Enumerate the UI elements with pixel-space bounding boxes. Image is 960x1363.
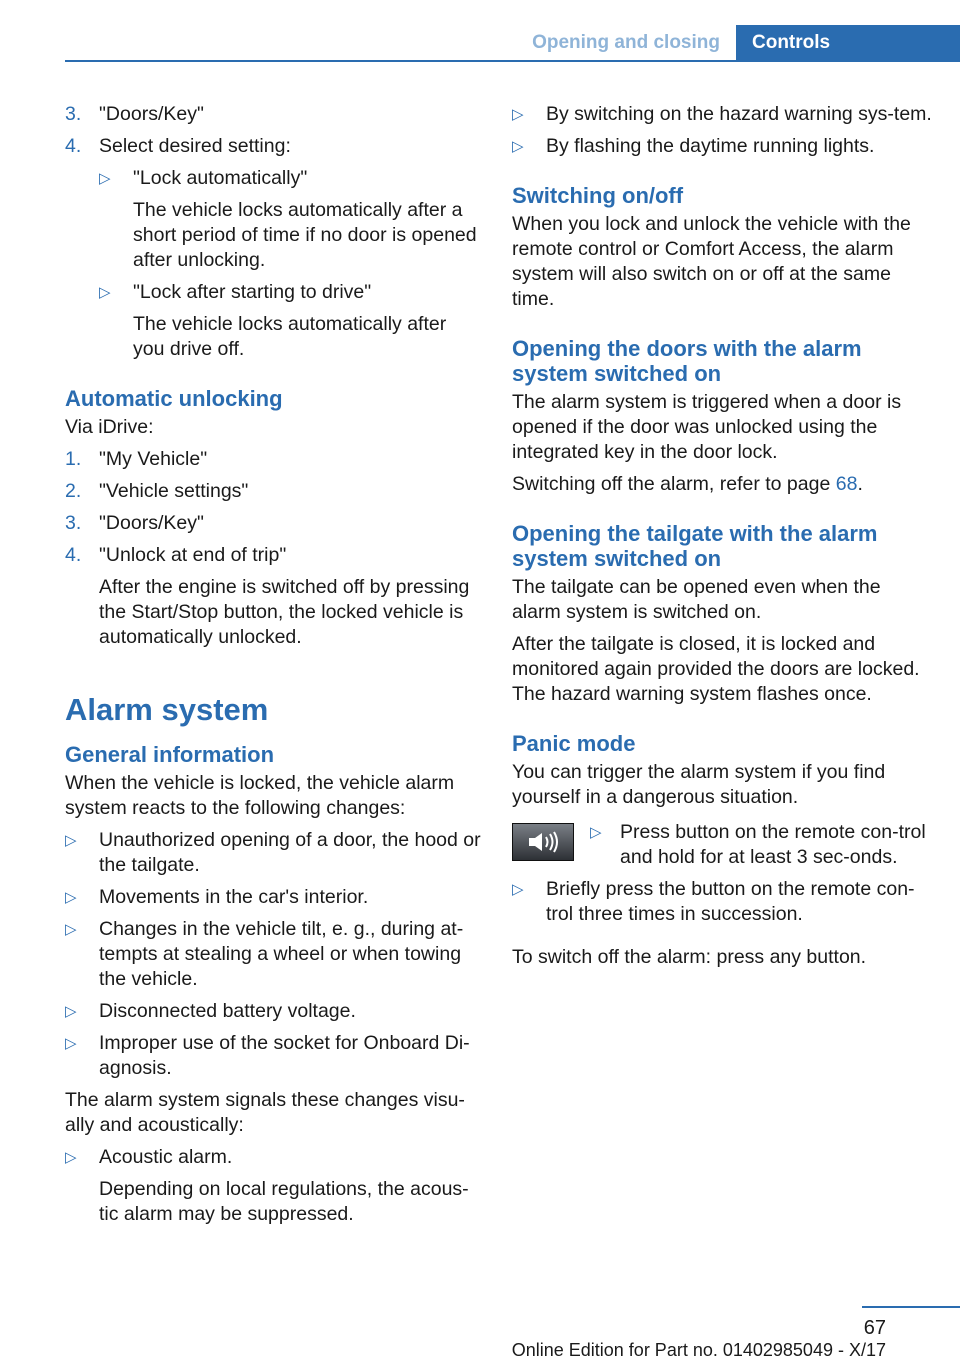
footer-rule [862,1306,960,1308]
triangle-bullet-icon: ▷ [65,921,77,938]
list-item [65,479,483,504]
step-text: "Vehicle settings" [99,480,249,502]
general-intro-text: When the vehicle is locked, the vehicle alarm system reacts to the following changes: [65,772,455,819]
page-header [65,25,960,61]
step-number: 3. [65,512,82,534]
acoustic-alarm-title: Acoustic alarm. [99,1146,233,1168]
heading-switching-on-off: Switching on/off [512,183,684,208]
acoustic-alarm-description: Depending on local regulations, the acous‐tic alarm may be suppressed. [99,1178,469,1225]
list-item [65,917,483,992]
step-text: "My Vehicle" [99,448,208,470]
via-idrive-text: Via iDrive: [65,416,154,438]
list-item [65,447,483,472]
triangle-bullet-icon: ▷ [99,170,111,187]
setting-title: "Lock automatically" [133,167,308,189]
right-column [512,102,932,977]
change-text: Changes in the vehicle tilt, e. g., during at‐tempts at stealing a wheel or when towing the vehicle. [99,918,464,990]
setting-description: The vehicle locks automatically after a short period of time if no door is opened after unlocking. [133,199,477,271]
panic-intro-text: You can trigger the alarm system if you find yourself in a dangerous situation. [512,761,886,808]
setting-description: The vehicle locks automatically after you drive off. [133,313,447,360]
list-item [65,999,483,1024]
step-number: 1. [65,448,82,470]
tailgate-text-1: The tailgate can be opened even when the alarm system is switched on. [512,576,881,623]
setting-title: "Lock after starting to drive" [133,281,372,303]
panic-button-speaker-icon [512,823,574,861]
triangle-bullet-icon: ▷ [512,106,524,123]
signal-text: By switching on the hazard warning sys‐tem. [546,103,932,125]
step-text: "Doors/Key" [99,103,204,125]
step-text: "Unlock at end of trip" [99,544,287,566]
left-column [65,102,483,1234]
list-item [65,828,483,878]
triangle-bullet-icon: ▷ [65,832,77,849]
header-chapter-tab: Controls [736,25,960,61]
panic-item-text: Press button on the remote con‐trol and hold for at least 3 sec‐onds. [620,821,926,868]
doors-text: The alarm system is triggered when a door is opened if the door was unlocked using the integrated key in the door lock. [512,391,902,463]
list-item [512,134,932,159]
step-text: "Doors/Key" [99,512,204,534]
list-item [512,102,932,127]
triangle-bullet-icon: ▷ [590,824,602,841]
triangle-bullet-icon: ▷ [99,284,111,301]
signal-text: By flashing the daytime running lights. [546,135,875,157]
change-text: Improper use of the socket for Onboard Di‐agnosis. [99,1032,470,1079]
triangle-bullet-icon: ▷ [65,889,77,906]
heading-alarm-system: Alarm system [65,692,269,727]
step-number: 4. [65,544,82,566]
switch-off-text: To switch off the alarm: press any button. [512,946,867,968]
switch-text: When you lock and unlock the vehicle with the remote control or Comfort Access, the alarm system will also switch on or off at the same time. [512,213,911,310]
heading-general-information: General information [65,742,275,767]
heading-opening-doors: Opening the doors with the alarm system switched on [512,336,862,386]
list-item [65,134,483,159]
change-text: Unauthorized opening of a door, the hood or the tailgate. [99,829,481,876]
heading-panic-mode: Panic mode [512,731,636,756]
list-item [99,166,483,273]
triangle-bullet-icon: ▷ [512,138,524,155]
doors-reference [512,472,932,497]
page-number: 67 [863,1317,886,1339]
header-rule [65,60,960,62]
signals-text: The alarm system signals these changes visu‐ally and acoustically: [65,1089,465,1136]
triangle-bullet-icon: ▷ [512,881,524,898]
change-text: Disconnected battery voltage. [99,1000,356,1022]
list-item [512,820,932,870]
heading-opening-tailgate: Opening the tailgate with the alarm system switched on [512,521,878,571]
settings-list [99,166,483,362]
triangle-bullet-icon: ▷ [65,1149,77,1166]
step-number: 2. [65,480,82,502]
footer-edition: Online Edition for Part no. 01402985049 - X/17 [511,1340,886,1360]
list-item [65,885,483,910]
tailgate-text-2: After the tailgate is closed, it is locked and monitored again provided the doors are locked. The hazard warning system flashes once. [512,633,920,705]
step-number: 3. [65,103,82,125]
list-item [65,1145,483,1227]
list-item [65,1031,483,1081]
step-number: 4. [65,135,82,157]
change-text: Movements in the car's interior. [99,886,369,908]
panic-item-text: Briefly press the button on the remote con‐trol three times in succession. [546,878,915,925]
doors-reference-text: Switching off the alarm, refer to page [512,473,836,495]
triangle-bullet-icon: ▷ [65,1035,77,1052]
list-item [512,877,932,927]
triangle-bullet-icon: ▷ [65,1003,77,1020]
page-reference-link[interactable]: 68 [835,473,858,495]
list-item [99,280,483,362]
step-description: After the engine is switched off by pressing the Start/Stop button, the locked vehicle is automatically unlocked. [99,576,470,648]
list-item [65,543,483,650]
step-text: Select desired setting: [99,135,291,157]
heading-automatic-unlocking: Automatic unlocking [65,386,283,411]
list-item [65,102,483,127]
doors-reference-end: . [857,473,863,495]
header-section-title: Opening and closing [532,32,720,53]
list-item [65,511,483,536]
